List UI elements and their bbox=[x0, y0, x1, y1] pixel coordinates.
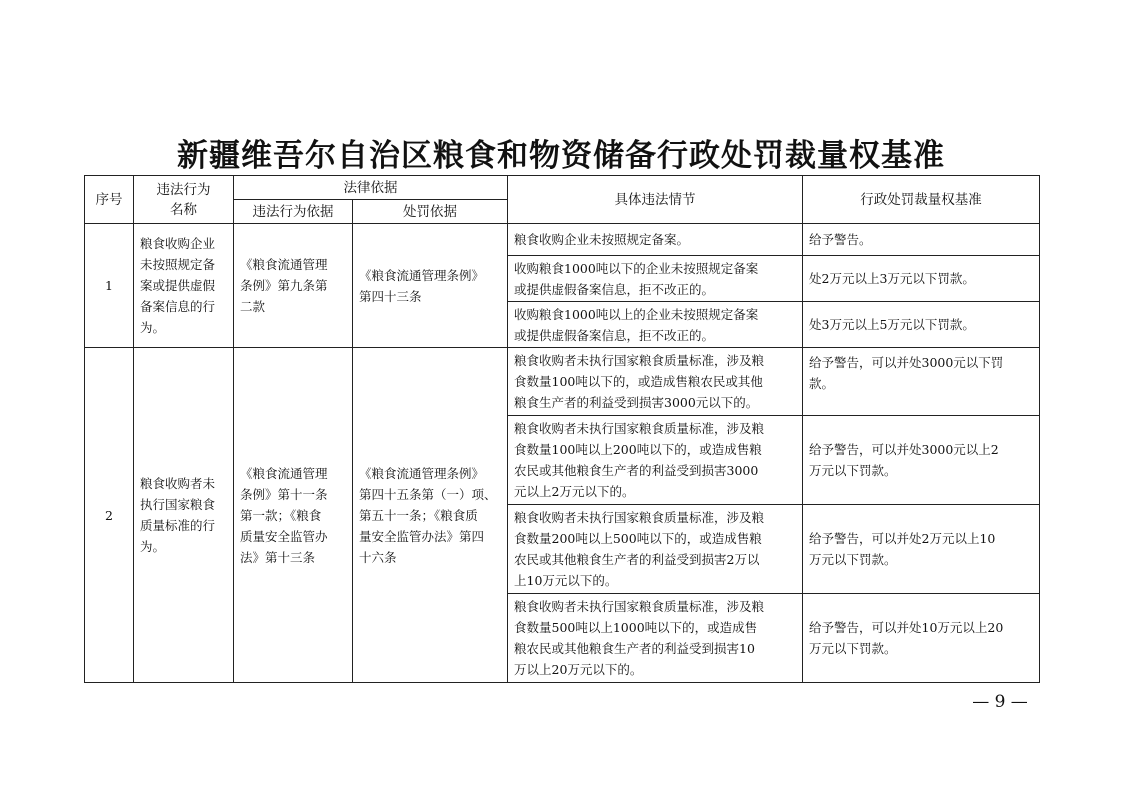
row-violation-basis: 《粮食流通管理 条例》第十一条 第一款；《粮食 质量安全监管办 法》第十三条 bbox=[234, 348, 353, 683]
table-row bbox=[85, 348, 1040, 416]
row-circumstance: 收购粮食1000吨以下的企业未按照规定备案 或提供虚假备案信息，拒不改正的。 bbox=[508, 256, 803, 302]
row-standard: 给予警告。 bbox=[803, 224, 1040, 256]
row-circumstance: 收购粮食1000吨以上的企业未按照规定备案 或提供虚假备案信息，拒不改正的。 bbox=[508, 302, 803, 348]
row-standard: 给予警告，可以并处10万元以上20 万元以下罚款。 bbox=[803, 594, 1040, 683]
row-circumstance: 粮食收购者未执行国家粮食质量标准，涉及粮 食数量100吨以上200吨以下的，或造成售粮 农民或其他粮食生产者的利益受到损害3000 元以上2万元以下的。 bbox=[508, 416, 803, 505]
row-penalty-basis: 《粮食流通管理条例》 第四十三条 bbox=[353, 224, 508, 348]
header-legal-basis: 法律依据 bbox=[234, 176, 508, 200]
row-circumstance: 粮食收购者未执行国家粮食质量标准，涉及粮 食数量500吨以上1000吨以下的，或造成售 粮农民或其他粮食生产者的利益受到损害10 万以上20万元以下的。 bbox=[508, 594, 803, 683]
row-seq: 1 bbox=[85, 224, 134, 348]
row-seq: 2 bbox=[85, 348, 134, 683]
row-standard: 处3万元以上5万元以下罚款。 bbox=[803, 302, 1040, 348]
page-title: 新疆维吾尔自治区粮食和物资储备行政处罚裁量权基准 bbox=[177, 138, 945, 174]
row-standard: 给予警告，可以并处2万元以上10 万元以下罚款。 bbox=[803, 505, 1040, 594]
page-number: — 9 — bbox=[972, 692, 1028, 712]
row-penalty-basis: 《粮食流通管理条例》 第四十五条第（一）项、 第五十一条；《粮食质 量安全监管办法》第四 十六条 bbox=[353, 348, 508, 683]
header-seq: 序号 bbox=[85, 176, 134, 224]
row-standard: 处2万元以上3万元以下罚款。 bbox=[803, 256, 1040, 302]
row-circumstance: 粮食收购者未执行国家粮食质量标准，涉及粮 食数量100吨以下的，或造成售粮农民或其他 粮食生产者的利益受到损害3000元以下的。 bbox=[508, 348, 803, 416]
header-violation-basis: 违法行为依据 bbox=[234, 200, 353, 224]
header-standard: 行政处罚裁量权基准 bbox=[803, 176, 1040, 224]
row-behavior: 粮食收购者未 执行国家粮食 质量标准的行 为。 bbox=[134, 348, 234, 683]
row-violation-basis: 《粮食流通管理 条例》第九条第 二款 bbox=[234, 224, 353, 348]
row-behavior: 粮食收购企业 未按照规定备 案或提供虚假 备案信息的行 为。 bbox=[134, 224, 234, 348]
table-row bbox=[85, 224, 1040, 256]
penalty-standard-table bbox=[84, 175, 1040, 683]
row-standard: 给予警告，可以并处3000元以上2 万元以下罚款。 bbox=[803, 416, 1040, 505]
row-standard: 给予警告，可以并处3000元以下罚 款。 bbox=[803, 348, 1040, 416]
header-penalty-basis: 处罚依据 bbox=[353, 200, 508, 224]
header-circumstances: 具体违法情节 bbox=[508, 176, 803, 224]
header-behavior-name: 违法行为 名称 bbox=[134, 176, 234, 224]
row-circumstance: 粮食收购者未执行国家粮食质量标准，涉及粮 食数量200吨以上500吨以下的，或造成售粮 农民或其他粮食生产者的利益受到损害2万以 上10万元以下的。 bbox=[508, 505, 803, 594]
row-circumstance: 粮食收购企业未按照规定备案。 bbox=[508, 224, 803, 256]
